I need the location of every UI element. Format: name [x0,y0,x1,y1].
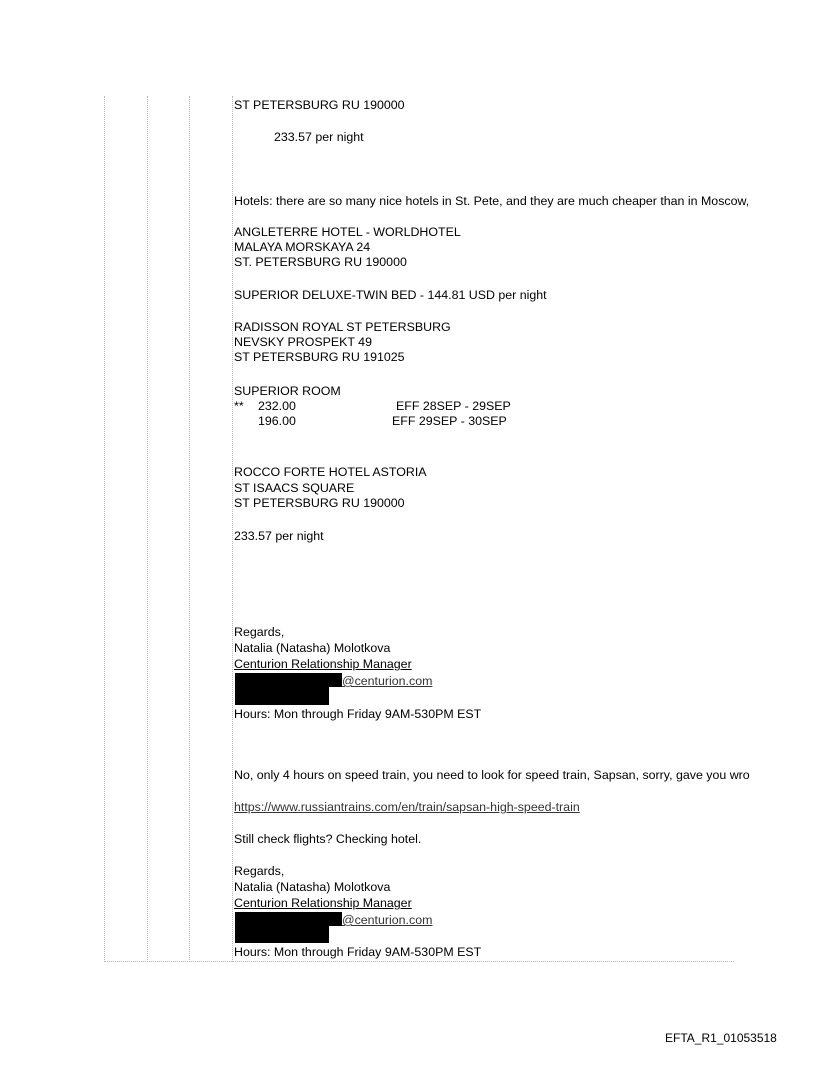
radisson-street: NEVSKY PROSPEKT 49 [234,335,372,349]
signature2-email-link[interactable]: @centurion.com [342,913,433,927]
quote-rule-4 [232,96,233,962]
astoria-city: ST PETERSBURG RU 190000 [234,496,405,510]
signature1-regards: Regards, [234,625,285,639]
radisson-city: ST PETERSBURG RU 191025 [234,350,405,364]
quote-rule-3 [189,96,190,962]
signature2-name: Natalia (Natasha) Molotkova [234,880,391,894]
message2-text: No, only 4 hours on speed train, you need to look for speed train, Sapsan, sorry, gave you wro [234,768,750,782]
thread-bottom-rule [104,961,734,962]
signature2-regards: Regards, [234,864,285,878]
radisson-rate1-dates: EFF 28SEP - 29SEP [396,399,511,413]
astoria-street: ST ISAACS SQUARE [234,481,355,495]
signature1-title: Centurion Relationship Manager [234,657,412,671]
astoria-name: ROCCO FORTE HOTEL ASTORIA [234,465,427,479]
signature1-name: Natalia (Natasha) Molotkova [234,641,391,655]
document-id: EFTA_R1_01053518 [665,1031,777,1045]
message2-question: Still check flights? Checking hotel. [234,832,422,846]
redaction-box [235,912,342,926]
quote-rule-1 [104,96,105,962]
angleterre-city: ST. PETERSBURG RU 190000 [234,255,407,269]
hotels-intro: Hotels: there are so many nice hotels in St. Pete, and they are much cheaper than in Moscow, [234,194,750,208]
angleterre-name: ANGLETERRE HOTEL - WORLDHOTEL [234,225,461,239]
radisson-rate2-price: 196.00 [258,414,296,428]
signature1-hours: Hours: Mon through Friday 9AM-530PM EST [234,707,482,721]
angleterre-room: SUPERIOR DELUXE-TWIN BED - 144.81 USD per night [234,288,547,302]
radisson-rate1-price: 232.00 [258,399,296,413]
signature2-hours: Hours: Mon through Friday 9AM-530PM EST [234,945,482,959]
astoria-rate: 233.57 per night [234,529,324,543]
angleterre-street: MALAYA MORSKAYA 24 [234,240,371,254]
radisson-rate1-mark: ** [234,399,244,413]
redaction-box [235,926,329,943]
block1-rate: 233.57 per night [274,130,364,144]
signature2-title: Centurion Relationship Manager [234,896,412,910]
block1-city-line: ST PETERSBURG RU 190000 [234,98,405,112]
radisson-rate2-dates: EFF 29SEP - 30SEP [392,414,507,428]
sapsan-train-link[interactable]: https://www.russiantrains.com/en/train/sapsan-high-speed-train [234,800,580,814]
redaction-box [235,687,329,705]
redaction-box [235,673,342,687]
radisson-room: SUPERIOR ROOM [234,384,341,398]
signature1-email-link[interactable]: @centurion.com [342,674,433,688]
radisson-name: RADISSON ROYAL ST PETERSBURG [234,320,451,334]
quote-rule-2 [147,96,148,962]
